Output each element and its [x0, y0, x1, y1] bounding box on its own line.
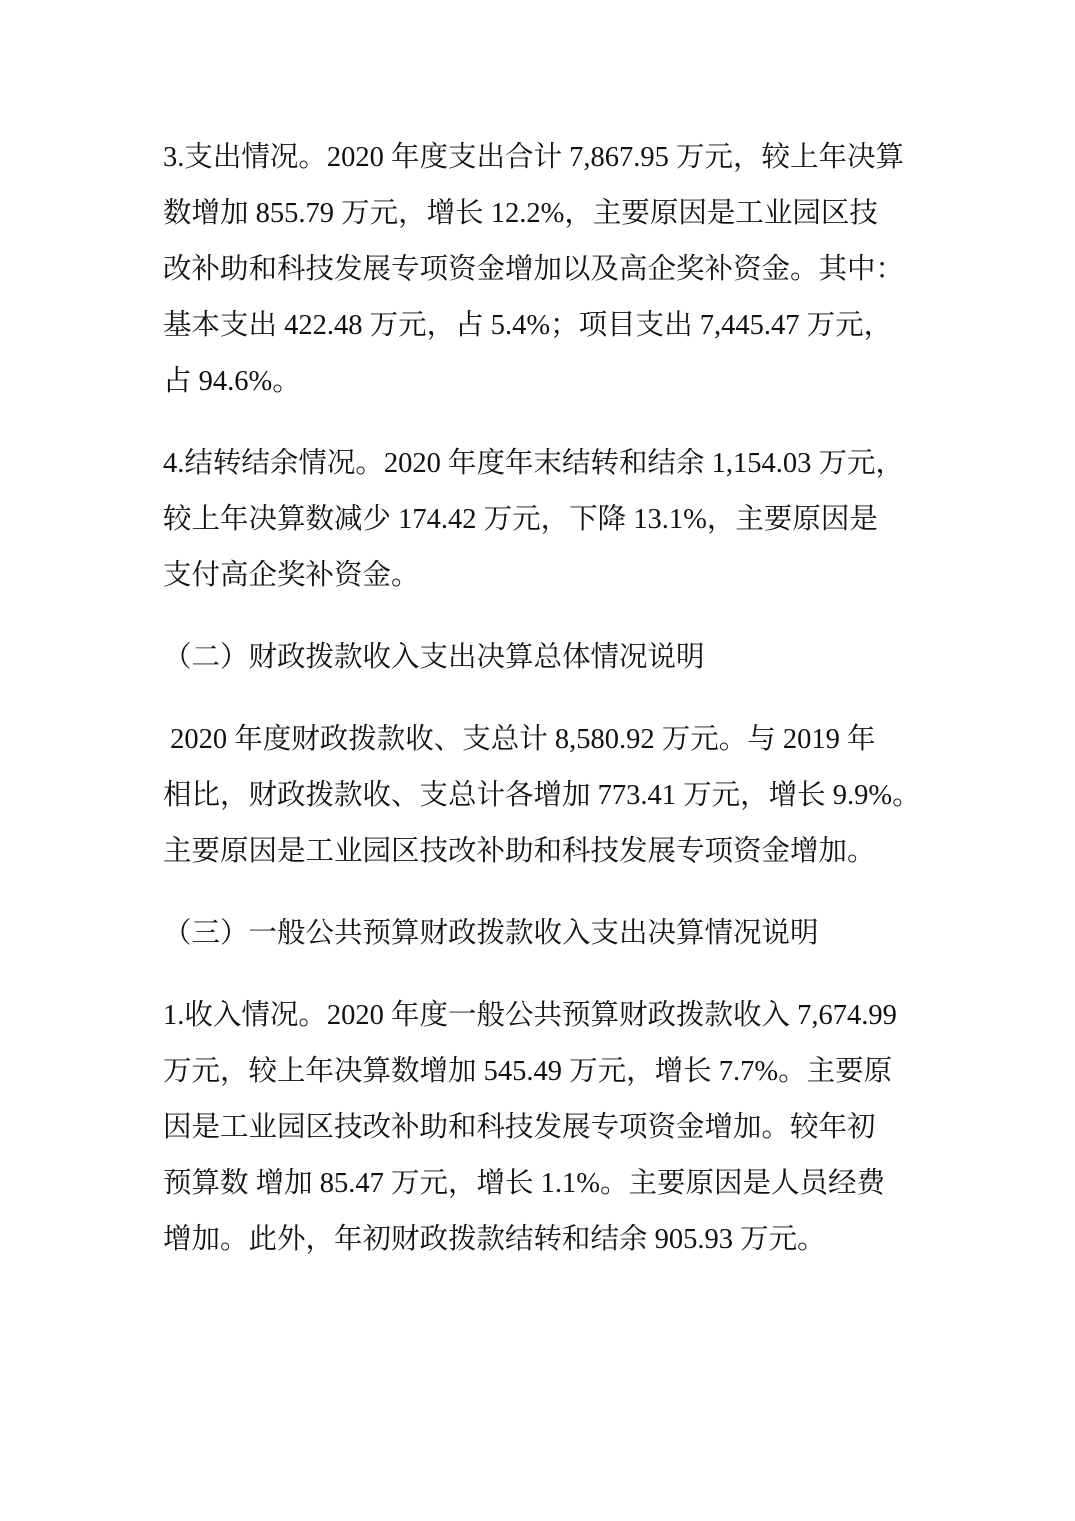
text-line: 占 94.6%。	[163, 366, 301, 397]
text-line: 预算数 增加 85.47 万元，增长 1.1%。主要原因是人员经费	[163, 1168, 885, 1199]
heading-text: （三）一般公共预算财政拨款收入支出决算情况说明	[163, 918, 819, 949]
paragraph-income	[163, 988, 1075, 1268]
text-line: 支付高企奖补资金。	[163, 560, 420, 591]
text-line: 基本支出 422.48 万元，占 5.4%；项目支出 7,445.47 万元，	[163, 310, 893, 341]
heading-text: （二）财政拨款收入支出决算总体情况说明	[163, 642, 705, 673]
paragraph-carryover	[163, 436, 1075, 604]
text-line: 较上年决算数减少 174.42 万元，下降 13.1%，主要原因是	[163, 504, 878, 535]
text-line: 4.结转结余情况。2020 年度年末结转和结余 1,154.03 万元，	[163, 448, 905, 479]
text-line: 增加。此外，年初财政拨款结转和结余 905.93 万元。	[163, 1224, 826, 1255]
section-heading-three	[163, 906, 1075, 962]
text-line: 相比，财政拨款收、支总计各增加 773.41 万元，增长 9.9%。	[163, 780, 921, 811]
text-line: 1.收入情况。2020 年度一般公共预算财政拨款收入 7,674.99	[163, 1000, 897, 1031]
section-heading-two	[163, 630, 1075, 686]
text-line: 因是工业园区技改补助和科技发展专项资金增加。较年初	[163, 1112, 876, 1143]
text-line: 2020 年度财政拨款收、支总计 8,580.92 万元。与 2019 年	[163, 724, 876, 755]
text-line: 改补助和科技发展专项资金增加以及高企奖补资金。其中：	[163, 254, 905, 285]
text-line: 主要原因是工业园区技改补助和科技发展专项资金增加。	[163, 836, 876, 867]
text-line: 3.支出情况。2020 年度支出合计 7,867.95 万元，较上年决算	[163, 142, 905, 173]
paragraph-fiscal-total	[163, 712, 1075, 880]
paragraph-expenditure	[163, 130, 1075, 410]
text-line: 数增加 855.79 万元，增长 12.2%，主要原因是工业园区技	[163, 198, 878, 229]
text-line: 万元，较上年决算数增加 545.49 万元，增长 7.7%。主要原	[163, 1056, 893, 1087]
